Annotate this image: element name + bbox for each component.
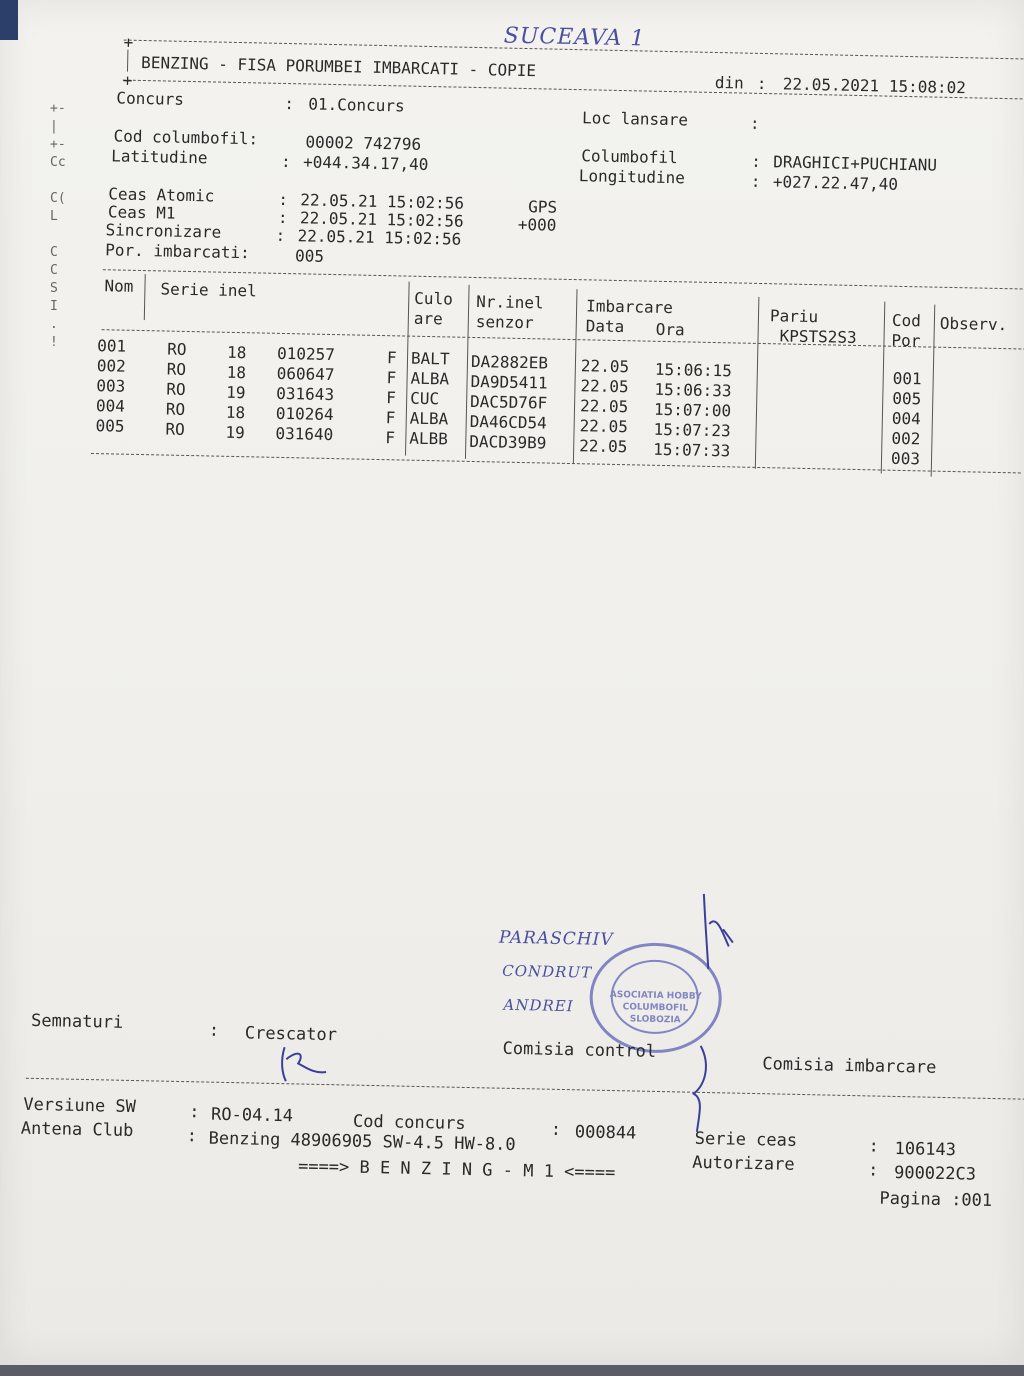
loc-lansare-label: Loc lansare — [581, 108, 689, 130]
row-an: 18 — [225, 402, 246, 423]
row-sex: F — [386, 388, 397, 408]
row-nr: 010257 — [276, 343, 336, 365]
col-nom-header: Nom — [104, 276, 134, 296]
row-tara: RO — [166, 359, 187, 379]
colon: : — [750, 171, 761, 191]
column-divider — [144, 274, 146, 320]
col-culoare-header-2: are — [413, 308, 443, 329]
din-label: din — [714, 72, 744, 93]
colon: : — [284, 93, 295, 114]
col-data-header: Data — [585, 316, 625, 337]
ceas-atomic-suffix: GPS — [528, 197, 558, 217]
handwritten-name-2: CONDRUT — [502, 961, 593, 982]
cod-columbofil-value: 00002 742796 — [305, 132, 422, 154]
row-ora: 15:07:23 — [653, 419, 731, 441]
autorizare-label: Autorizare — [692, 1152, 795, 1175]
antena-value: Benzing 48906905 SW-4.5 HW-8.0 — [208, 1128, 516, 1156]
col-imbarcare-header: Imbarcare — [585, 296, 674, 318]
row-tara: RO — [166, 379, 186, 399]
colon: : — [278, 189, 289, 210]
col-senzor-header-2: senzor — [475, 312, 534, 333]
row-data: 22.05 — [579, 416, 629, 437]
antena-label: Antena Club — [20, 1118, 134, 1142]
crescator-signature — [276, 1041, 337, 1088]
col-ora-header: Ora — [655, 319, 685, 340]
row-senzor: DA9D5411 — [470, 371, 548, 393]
latitudine-label: Latitudine — [111, 146, 208, 168]
col-cod-header-2: Por — [891, 330, 921, 351]
row-culoare: BALT — [410, 348, 450, 369]
colon: : — [867, 1160, 879, 1181]
row-sex: F — [385, 428, 396, 448]
row-senzor: DA2882EB — [470, 351, 549, 373]
row-ora: 15:06:33 — [654, 379, 732, 401]
handwritten-title: SUCEAVA 1 — [503, 23, 646, 52]
colon: : — [749, 113, 760, 133]
row-culoare: ALBB — [409, 428, 449, 449]
stamp-text: ASOCIATIA HOBBY COLUMBOFIL SLOBOZIA — [609, 989, 702, 1026]
col-serie-header: Serie inel — [160, 279, 257, 301]
latitudine-value: +044.34.17,40 — [302, 152, 429, 174]
column-divider — [881, 302, 886, 474]
row-data: 22.05 — [579, 436, 628, 457]
row-an: 18 — [226, 362, 247, 383]
colon: : — [280, 151, 291, 172]
row-nr: 010264 — [275, 403, 334, 425]
row-nom: 002 — [96, 356, 126, 376]
page-title: BENZING - FISA PORUMBEI IMBARCATI - COPIE — [140, 52, 537, 81]
serie-ceas-label: Serie ceas — [694, 1128, 798, 1151]
corner-plus: + — [123, 32, 134, 52]
sincronizare-label: Sincronizare — [105, 220, 222, 242]
row-tara: RO — [165, 419, 185, 439]
row-senzor: DACD39B9 — [469, 431, 547, 453]
cod-columbofil-label: Cod columbofil: — [113, 126, 259, 149]
colon: : — [186, 1126, 198, 1147]
row-nom: 003 — [96, 376, 126, 396]
row-nr: 060647 — [276, 363, 335, 385]
autorizare-value: 900022C3 — [893, 1162, 977, 1185]
row-an: 19 — [226, 382, 246, 403]
handwritten-name-3: ANDREI — [503, 995, 574, 1016]
page-number: Pagina :001 — [879, 1188, 993, 1212]
ceas-m1-suffix: +000 — [517, 214, 557, 235]
colon: : — [188, 1102, 200, 1123]
print-datetime: 22.05.2021 15:08:02 — [782, 74, 967, 98]
row-cod: 004 — [891, 408, 921, 429]
colon: : — [868, 1136, 880, 1157]
row-culoare: ALBA — [410, 368, 450, 389]
longitudine-label: Longitudine — [578, 166, 686, 188]
row-nr: 031640 — [275, 423, 334, 445]
row-sex: F — [386, 368, 397, 388]
ceas-m1-label: Ceas M1 — [107, 202, 176, 223]
row-senzor: DA46CD54 — [469, 411, 547, 433]
cod-concurs-label: Cod concurs — [352, 1111, 466, 1134]
ceas-atomic-label: Ceas Atomic — [108, 184, 215, 206]
ceas-atomic-value: 22.05.21 15:02:56 — [300, 190, 465, 213]
column-divider — [755, 297, 760, 469]
serie-ceas-value: 106143 — [894, 1138, 957, 1161]
row-ora: 15:06:15 — [654, 359, 733, 381]
col-cod-header-1: Cod — [891, 310, 922, 331]
semnaturi-label: Semnaturi — [30, 1010, 124, 1033]
columbofil-label: Columbofil — [581, 146, 678, 168]
row-cod: 001 — [892, 368, 922, 389]
col-pariu-header-1: Pariu — [769, 306, 819, 327]
col-senzor-header-1: Nr.inel — [476, 292, 544, 313]
row-sex: F — [386, 348, 397, 368]
row-nr: 031643 — [276, 383, 335, 405]
margin-artifact: +- | +- Cc C( L C C S I . ! — [50, 101, 66, 350]
comisia-imbarcare-label: Comisia imbarcare — [762, 1054, 937, 1078]
row-cod: 005 — [892, 388, 922, 409]
row-culoare: CUC — [410, 388, 440, 409]
col-culoare-header-1: Culo — [414, 288, 454, 309]
footer-divider — [26, 1078, 1024, 1100]
row-data: 22.05 — [580, 356, 630, 377]
versiune-value: RO-04.14 — [210, 1104, 294, 1127]
comisia-control-label: Comisia control — [502, 1038, 657, 1062]
row-nom: 004 — [95, 396, 126, 416]
corner-plus: + — [122, 70, 133, 90]
row-senzor: DAC5D76F — [469, 391, 548, 413]
row-an: 19 — [225, 422, 245, 443]
por-imbarcati-label: Por. imbarcati: — [105, 240, 250, 263]
concurs-value: 01.Concurs — [308, 94, 405, 116]
columbofil-value: DRAGHICI+PUCHIANU — [773, 152, 938, 175]
versiune-label: Versiune SW — [23, 1094, 137, 1118]
colon: : — [751, 151, 762, 171]
handwritten-name-1: PARASCHIV — [498, 927, 614, 951]
crescator-label: Crescator — [244, 1023, 338, 1046]
sincronizare-value: 22.05.21 15:02:56 — [297, 226, 462, 249]
row-nom: 001 — [97, 336, 127, 356]
row-tara: RO — [166, 339, 187, 359]
row-sex: F — [385, 408, 396, 428]
cod-concurs-value: 000844 — [574, 1122, 637, 1144]
brand-line: ====> B E N Z I N G - M 1 <==== — [297, 1156, 616, 1184]
colon: : — [277, 207, 288, 228]
row-culoare: ALBA — [409, 408, 449, 429]
por-imbarcati-value: 005 — [294, 246, 325, 266]
longitudine-value: +027.22.47,40 — [772, 172, 899, 194]
row-cod: 003 — [890, 448, 921, 469]
row-data: 22.05 — [580, 376, 629, 397]
ceas-m1-value: 22.05.21 15:02:56 — [299, 208, 464, 231]
colon: : — [550, 1119, 562, 1140]
row-tara: RO — [165, 399, 186, 419]
row-ora: 15:07:33 — [652, 439, 731, 461]
column-divider — [931, 305, 936, 477]
row-cod: 002 — [891, 428, 921, 449]
row-data: 22.05 — [579, 396, 629, 417]
concurs-label: Concurs — [116, 88, 185, 109]
control-signature-stroke — [669, 1043, 731, 1134]
row-an: 18 — [226, 342, 247, 363]
colon: : — [275, 225, 286, 246]
row-nom: 005 — [95, 416, 125, 436]
header-left-border — [127, 50, 128, 72]
column-divider — [573, 289, 578, 463]
col-observ-header: Observ. — [939, 313, 1008, 335]
control-signature-mark — [682, 883, 744, 974]
colon: : — [756, 73, 767, 94]
colon: : — [208, 1020, 220, 1041]
row-ora: 15:07:00 — [653, 399, 732, 421]
col-pariu-header-2: KPSTS2S3 — [779, 326, 857, 347]
